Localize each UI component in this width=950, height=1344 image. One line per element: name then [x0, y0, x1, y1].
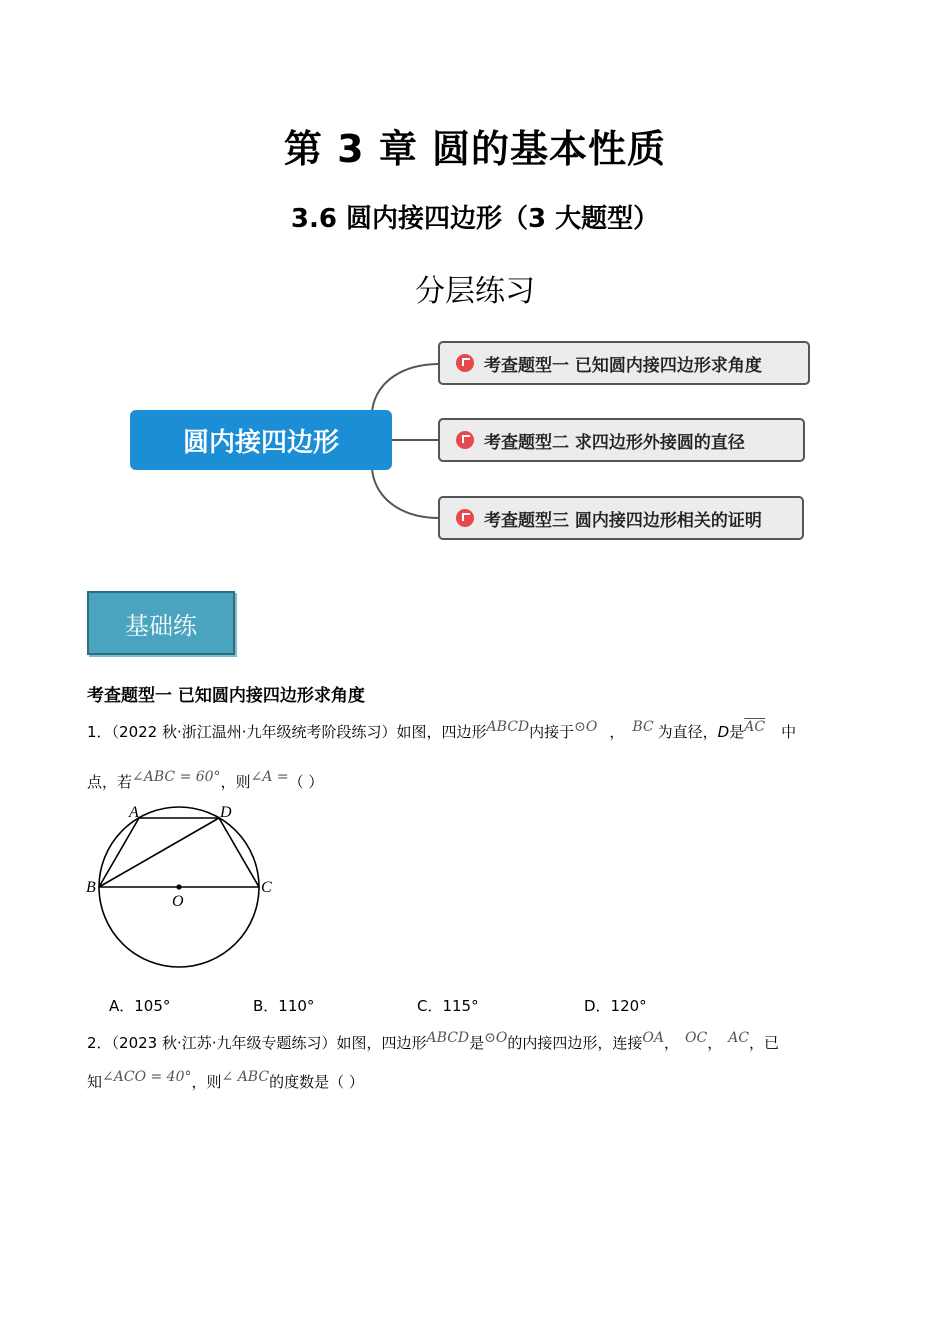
question-number: 1． [87, 723, 112, 741]
label-o: O [172, 893, 184, 910]
question-1-line-2 [87, 771, 323, 792]
center-point [176, 884, 181, 889]
question-number: 2． [87, 1034, 112, 1052]
text-then: ，则 [191, 1073, 222, 1091]
segment-bd [99, 818, 219, 887]
text-then: ，则 [220, 773, 251, 791]
question-2-line-2 [87, 1071, 364, 1092]
question-source: （2022 秋·浙江温州·九年级统考阶段练习）如图，四边形 [111, 723, 487, 741]
mindmap-branch-2 [438, 418, 805, 462]
text-rest: 的内接四边形，连接 [507, 1034, 643, 1052]
option-d[interactable]: D．120° [584, 997, 647, 1015]
math-ac: AC [728, 1030, 750, 1046]
math-arc-ac: $\overline{AC}$ [744, 719, 766, 735]
math-oc: OC [685, 1030, 708, 1046]
branch-label: 考查题型一 已知圆内接四边形求角度 [484, 355, 762, 376]
text-diameter: 为直径， [657, 723, 718, 741]
math-angle-aco: ∠ACO = 40° [102, 1069, 192, 1085]
text-end: ，已 [749, 1034, 780, 1052]
math-oa: OA [642, 1030, 664, 1046]
option-b[interactable]: B．110° [253, 997, 315, 1015]
math-circle-o: ⊙O [574, 719, 598, 735]
mindmap-branch-3 [438, 496, 804, 540]
label-b: B [86, 879, 96, 896]
label-d: D [220, 804, 232, 821]
branch-label: 考查题型二 求四边形外接圆的直径 [484, 432, 745, 453]
math-angle-a: ∠A = [250, 769, 289, 785]
branch-label: 考查题型三 圆内接四边形相关的证明 [484, 510, 762, 531]
level-badge: 基础练 [87, 591, 235, 655]
segment-ba [99, 818, 139, 887]
text-point: 点，若 [87, 773, 133, 791]
text-is: 是 [729, 723, 745, 741]
math-abcd: ABCD [486, 719, 530, 735]
text-blank: 的度数是（ ） [269, 1073, 364, 1091]
math-circle-o: ⊙O [484, 1030, 508, 1046]
math-abcd: ABCD [426, 1030, 470, 1046]
question-1-figure [80, 798, 280, 983]
label-a: A [129, 804, 139, 821]
option-a[interactable]: A．105° [109, 997, 171, 1015]
section-title: 3.6 圆内接四边形（3 大题型） [290, 204, 660, 234]
text-sep: ， [707, 1034, 723, 1052]
mindmap-branch-1 [438, 341, 810, 385]
math-bc: BC [632, 719, 654, 735]
page-subtitle: 分层练习 [415, 274, 535, 309]
flag-icon [456, 509, 474, 527]
flag-icon [456, 354, 474, 372]
text-sep: ， [663, 1034, 679, 1052]
segment-dc [219, 818, 259, 887]
text-inscribed: 内接于 [529, 723, 575, 741]
option-c[interactable]: C．115° [417, 997, 479, 1015]
section-heading: 考查题型一 已知圆内接四边形求角度 [87, 686, 365, 706]
chapter-title: 第 3 章 圆的基本性质 [283, 127, 667, 171]
math-angle-abc: ∠ ABC [221, 1069, 270, 1085]
text-is: 是 [469, 1034, 485, 1052]
mindmap-root: 圆内接四边形 [130, 410, 392, 470]
text-comma: ， [609, 723, 625, 741]
math-d: D [717, 723, 730, 741]
question-1-line-1 [87, 721, 796, 742]
question-source: （2023 秋·江苏·九年级专题练习）如图，四边形 [111, 1034, 427, 1052]
text-mid: 中 [781, 723, 797, 741]
math-angle-abc: ∠ABC = 60° [132, 769, 221, 785]
flag-icon [456, 431, 474, 449]
text-blank: （ ） [288, 773, 324, 791]
text-know: 知 [87, 1073, 103, 1091]
question-2-line-1 [87, 1032, 779, 1053]
label-c: C [261, 879, 272, 896]
